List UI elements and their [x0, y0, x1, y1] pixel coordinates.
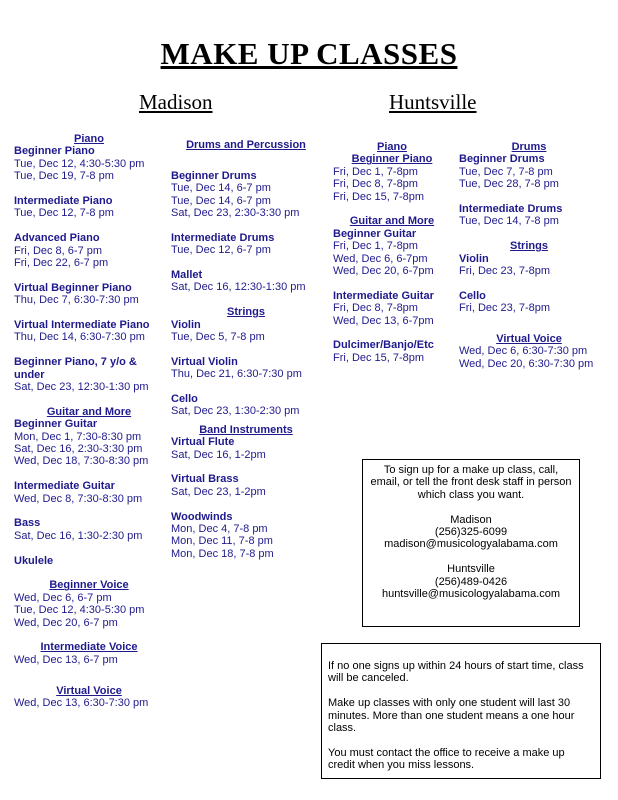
spacer — [171, 381, 321, 393]
class-time: Wed, Dec 13, 6-7 pm — [14, 653, 118, 666]
class-name: Beginner Piano — [14, 145, 95, 158]
class-name: Beginner Piano, 7 y/o & — [14, 356, 137, 369]
class-time: Sat, Dec 16, 2:30-3:30 pm — [14, 443, 143, 456]
section-heading: Guitar and More — [46, 405, 132, 418]
class-time: Tue, Dec 28, 7-8 pm — [459, 178, 559, 191]
class-name: Beginner Drums — [459, 153, 545, 166]
class-name: Beginner Drums — [171, 169, 257, 182]
class-time: Tue, Dec 12, 7-8 pm — [14, 207, 114, 220]
spacer — [171, 343, 321, 355]
section-heading: Guitar and More — [349, 215, 435, 228]
class-name: Dulcimer/Banjo/Etc — [333, 339, 434, 352]
class-time: Sat, Dec 23, 12:30-1:30 pm — [14, 381, 149, 394]
section-heading: Piano — [377, 141, 407, 153]
class-name: Intermediate Drums — [171, 231, 275, 244]
class-time: Thu, Dec 21, 6:30-7:30 pm — [171, 368, 302, 381]
class-time: Tue, Dec 14, 7-8 pm — [459, 215, 559, 228]
class-name: Intermediate Drums — [459, 203, 563, 216]
class-name: Mallet — [171, 269, 203, 282]
class-time: Fri, Dec 1, 7-8pm — [333, 240, 418, 253]
class-time: Wed, Dec 20, 6-7pm — [333, 265, 434, 278]
class-time: Sat, Dec 16, 1:30-2:30 pm — [14, 529, 143, 542]
section-heading: Virtual Voice — [496, 333, 562, 346]
class-time: Wed, Dec 13, 6:30-7:30 pm — [14, 697, 149, 710]
class-time: Tue, Dec 12, 4:30-5:30 pm — [14, 157, 145, 170]
page-title: MAKE UP CLASSES — [160, 36, 458, 71]
spacer — [333, 203, 451, 215]
section-heading: Beginner Piano — [351, 153, 433, 166]
location-heading-madison: Madison — [139, 90, 213, 114]
huntsville-phone: (256)489-0426 — [434, 575, 508, 588]
spacer — [14, 307, 164, 319]
class-time: Thu, Dec 14, 6:30-7:30 pm — [14, 331, 145, 344]
huntsville-column-2 — [459, 141, 599, 370]
class-time: Fri, Dec 23, 7-8pm — [459, 265, 551, 278]
class-name: Intermediate Guitar — [333, 289, 434, 302]
spacer — [171, 257, 321, 269]
class-time: Wed, Dec 6, 6-7 pm — [14, 591, 112, 604]
spacer — [14, 542, 164, 554]
madison-contact-name: Madison — [450, 513, 492, 526]
class-name: Cello — [459, 289, 486, 302]
class-name: Beginner Guitar — [14, 418, 98, 431]
policy-duration: Make up classes with only one student will last 30 minutes. More than one student means a one hour class. — [328, 697, 575, 735]
class-time: Wed, Dec 6, 6-7pm — [333, 252, 428, 265]
class-time: Tue, Dec 19, 7-8 pm — [14, 170, 114, 183]
class-name: Intermediate Guitar — [14, 480, 115, 493]
spacer — [171, 294, 321, 306]
spacer — [14, 269, 164, 281]
madison-phone: (256)325-6099 — [434, 526, 508, 539]
section-heading: Strings — [510, 240, 548, 253]
spacer — [14, 183, 164, 195]
class-time: Wed, Dec 18, 7:30-8:30 pm — [14, 455, 149, 468]
section-heading: Intermediate Voice — [40, 641, 138, 654]
class-name: Ukulele — [14, 554, 54, 567]
class-name: Violin — [459, 252, 489, 265]
class-name: Cello — [171, 393, 198, 406]
class-time: Tue, Dec 14, 6-7 pm — [171, 194, 271, 207]
spacer — [333, 277, 451, 289]
location-heading-huntsville: Huntsville — [389, 90, 477, 114]
huntsville-email: huntsville@musicologyalabama.com — [381, 588, 561, 601]
class-time: Mon, Dec 11, 7-8 pm — [171, 535, 273, 548]
class-time: Sat, Dec 16, 1-2pm — [171, 448, 266, 461]
class-name: Virtual Beginner Piano — [14, 281, 132, 294]
class-time: Fri, Dec 23, 7-8pm — [459, 302, 551, 315]
class-time: Fri, Dec 1, 7-8pm — [333, 165, 418, 178]
section-heading: Drums — [511, 141, 547, 153]
class-time: Fri, Dec 22, 6-7 pm — [14, 257, 109, 270]
spacer — [14, 629, 164, 641]
spacer — [333, 327, 451, 339]
class-time: Tue, Dec 12, 4:30-5:30 pm — [14, 604, 145, 617]
section-heading: Strings — [227, 306, 265, 319]
class-name: Advanced Piano — [14, 232, 100, 245]
madison-email: madison@musicologyalabama.com — [384, 538, 558, 551]
class-time: Fri, Dec 15, 7-8pm — [333, 190, 425, 203]
class-time: Fri, Dec 15, 7-8pm — [333, 351, 425, 364]
section-heading: Piano — [74, 133, 104, 145]
spacer — [459, 191, 599, 203]
class-name: under — [14, 368, 45, 381]
class-time: Mon, Dec 1, 7:30-8:30 pm — [14, 430, 142, 443]
class-name: Bass — [14, 517, 41, 530]
class-name: Virtual Violin — [171, 355, 238, 368]
class-name: Beginner Guitar — [333, 227, 417, 240]
class-time: Sat, Dec 23, 2:30-3:30 pm — [171, 207, 300, 220]
policy-credit: You must contact the office to receive a make up credit when you miss lessons. — [328, 746, 565, 772]
madison-column-1 — [14, 133, 164, 710]
class-time: Fri, Dec 8, 7-8pm — [333, 178, 418, 191]
class-time: Sat, Dec 23, 1:30-2:30 pm — [171, 405, 300, 418]
signup-info-box — [362, 459, 580, 627]
spacer — [14, 505, 164, 517]
section-heading: Beginner Voice — [49, 579, 129, 592]
spacer — [14, 567, 164, 579]
signup-intro-line: which class you want. — [417, 488, 525, 501]
huntsville-contact-name: Huntsville — [447, 563, 495, 576]
class-time: Fri, Dec 8, 7-8pm — [333, 302, 418, 315]
class-time: Wed, Dec 20, 6-7 pm — [14, 616, 118, 629]
class-time: Fri, Dec 8, 6-7 pm — [14, 244, 103, 257]
class-time: Wed, Dec 13, 6-7pm — [333, 314, 434, 327]
spacer — [171, 219, 321, 231]
class-time: Wed, Dec 8, 7:30-8:30 pm — [14, 492, 143, 505]
class-name: Intermediate Piano — [14, 195, 113, 208]
spacer — [14, 220, 164, 232]
section-heading: Band Instruments — [199, 423, 293, 436]
spacer — [14, 344, 164, 356]
class-name: Virtual Flute — [171, 436, 235, 449]
signup-intro-line: email, or tell the front desk staff in person — [370, 476, 572, 489]
class-time: Mon, Dec 4, 7-8 pm — [171, 523, 268, 536]
class-name: Virtual Brass — [171, 473, 239, 486]
class-time: Tue, Dec 12, 6-7 pm — [171, 244, 271, 257]
class-time: Tue, Dec 7, 7-8 pm — [459, 165, 553, 178]
signup-intro-line: To sign up for a make up class, call, — [383, 464, 559, 476]
spacer — [459, 277, 599, 289]
class-time: Thu, Dec 7, 6:30-7:30 pm — [14, 294, 139, 307]
section-heading: Virtual Voice — [56, 684, 122, 697]
class-name: Virtual Intermediate Piano — [14, 319, 150, 332]
madison-column-2 — [171, 139, 321, 560]
class-time: Sat, Dec 23, 1-2pm — [171, 485, 266, 498]
spacer — [14, 468, 164, 480]
class-time: Wed, Dec 6, 6:30-7:30 pm — [459, 345, 588, 358]
class-time: Tue, Dec 14, 6-7 pm — [171, 182, 271, 195]
section-heading: Drums and Percussion — [186, 139, 306, 151]
class-name: Woodwinds — [171, 510, 233, 523]
class-time: Sat, Dec 16, 12:30-1:30 pm — [171, 281, 306, 294]
policy-cancel: If no one signs up within 24 hours of start time, class will be canceled. — [328, 660, 584, 685]
spacer — [459, 315, 599, 327]
spacer — [171, 498, 321, 510]
policy-box — [321, 643, 601, 779]
spacer — [171, 151, 321, 163]
class-time: Mon, Dec 18, 7-8 pm — [171, 547, 274, 560]
class-name: Violin — [171, 318, 201, 331]
spacer — [14, 393, 164, 405]
huntsville-column-1 — [333, 141, 451, 364]
spacer — [459, 228, 599, 240]
class-time: Tue, Dec 5, 7-8 pm — [171, 331, 265, 344]
spacer — [14, 666, 164, 678]
class-time: Wed, Dec 20, 6:30-7:30 pm — [459, 357, 594, 370]
spacer — [171, 461, 321, 473]
